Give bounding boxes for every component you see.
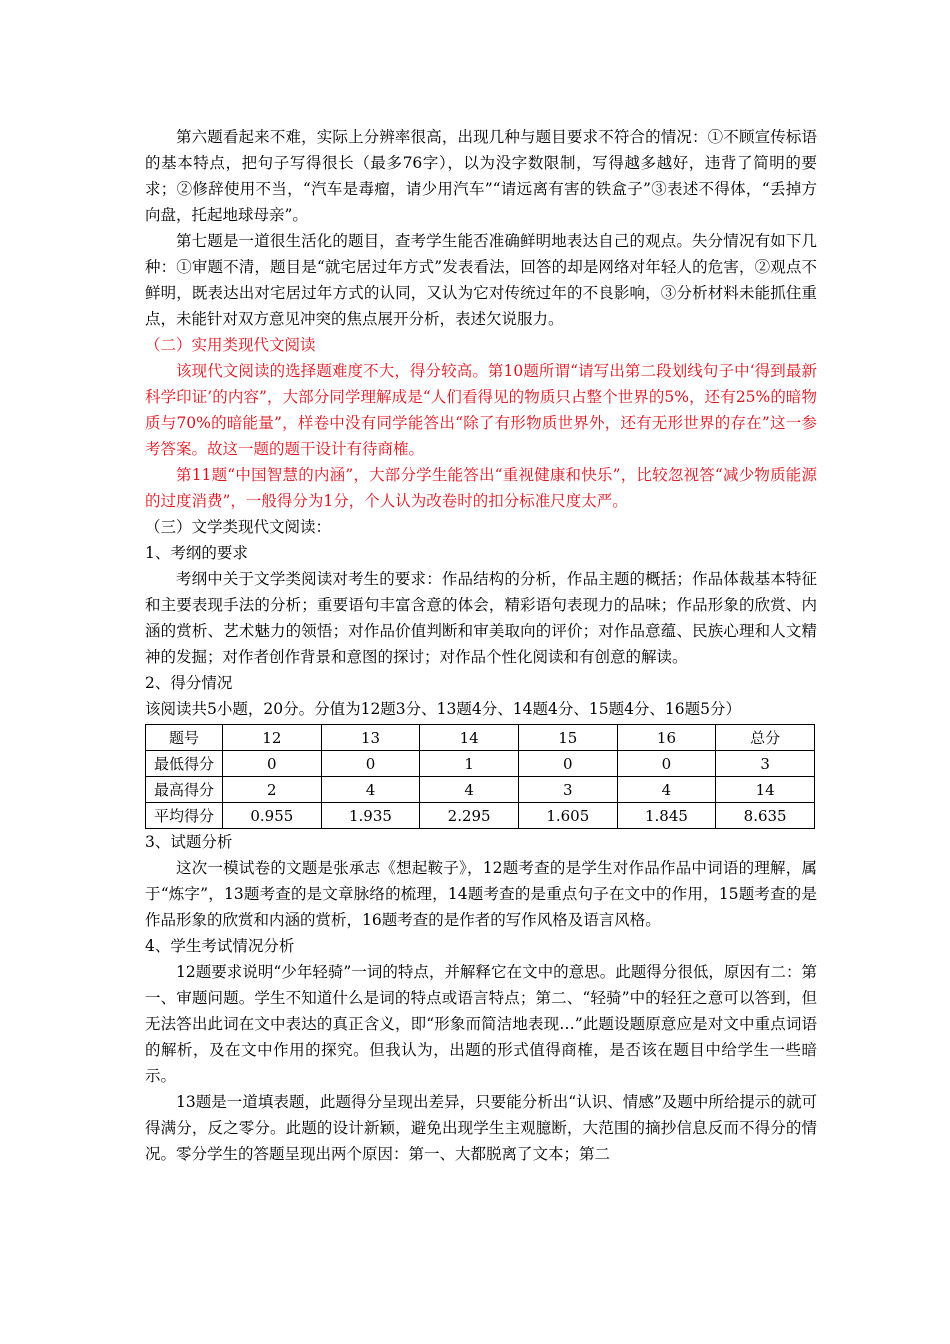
paragraph-question-10: 该现代文阅读的选择题难度不大，得分较高。第10题所谓“请写出第二段划线句子中‘得到最新科学印证’的内容”，大部分同学理解成是“人们看得见的物质只占整个世界的5%，还有25%的暗物质与70%的暗能量”，样卷中没有同学能答出“除了有形物质世界外，还有无形世界的存在”这一参考答案。故这一题的题干设计有待商榷。 — [145, 362, 817, 458]
table-cell: 14 — [716, 777, 815, 803]
subheading-scores: 2、得分情况 — [145, 674, 233, 692]
table-cell: 3 — [518, 777, 617, 803]
table-cell: 最高得分 — [146, 777, 223, 803]
table-header-cell: 13 — [321, 725, 420, 751]
heading-practical-reading: （二）实用类现代文阅读 — [145, 336, 316, 354]
heading-literary-reading: （三）文学类现代文阅读： — [145, 518, 332, 536]
table-header-row — [146, 725, 815, 751]
table-header-cell: 题号 — [146, 725, 223, 751]
table-cell: 1.845 — [617, 803, 716, 829]
table-cell: 1 — [420, 751, 519, 777]
table-cell: 3 — [716, 751, 815, 777]
table-header-cell: 14 — [420, 725, 519, 751]
table-row — [146, 751, 815, 777]
table-header-cell: 15 — [518, 725, 617, 751]
table-header-cell: 总分 — [716, 725, 815, 751]
score-table — [145, 724, 815, 829]
paragraph-question-analysis: 这次一模试卷的文题是张承志《想起鞍子》，12题考查的是学生对作品作品中词语的理解，属于“炼字”，13题考查的是文章脉络的梳理，14题考查的是重点句子在文中的作用，15题考查的是作品形象的欣赏和内涵的赏析，16题考查的是作者的写作风格及语言风格。 — [145, 859, 817, 929]
paragraph-question-12: 12题要求说明“少年轻骑”一词的特点，并解释它在文中的意思。此题得分很低，原因有二：第一、审题问题。学生不知道什么是词的特点或语言特点；第二、“轻骑”中的轻狂之意可以答到，但无法答出此词在文中表达的真正含义，即“形象而简洁地表现…”此题设题原意应是对文中重点词语的解析，及在文中作用的探究。但我认为，出题的形式值得商榷，是否该在题目中给学生一些暗示。 — [145, 963, 817, 1085]
paragraph-syllabus: 考纲中关于文学类阅读对考生的要求：作品结构的分析，作品主题的概括；作品体裁基本特征和主要表现手法的分析；重要语句丰富含意的体会，精彩语句表现力的品味；作品形象的欣赏、内涵的赏析、艺术魅力的领悟；对作品价值判断和审美取向的评价；对作品意蕴、民族心理和人文精神的发掘；对作者创作背景和意图的探讨；对作品个性化阅读和有创意的解读。 — [145, 570, 817, 666]
table-cell: 1.605 — [518, 803, 617, 829]
table-header-cell: 16 — [617, 725, 716, 751]
table-cell: 0 — [617, 751, 716, 777]
table-row — [146, 777, 815, 803]
table-cell: 4 — [420, 777, 519, 803]
table-cell: 2 — [223, 777, 322, 803]
table-cell: 平均得分 — [146, 803, 223, 829]
paragraph-scores: 该阅读共5小题，20分。分值为12题3分、13题4分、14题4分、15题4分、16题5分） — [145, 700, 742, 718]
table-cell: 1.935 — [321, 803, 420, 829]
subheading-syllabus: 1、考纲的要求 — [145, 544, 248, 562]
subheading-question-analysis: 3、试题分析 — [145, 833, 233, 851]
table-cell: 8.635 — [716, 803, 815, 829]
document-page — [145, 124, 817, 1167]
paragraph-question-7: 第七题是一道很生活化的题目，查考学生能否准确鲜明地表达自己的观点。失分情况有如下几种：①审题不清，题目是“就宅居过年方式”发表看法，回答的却是网络对年轻人的危害，②观点不鲜明，既表达出对宅居过年方式的认同，又认为它对传统过年的不良影响，③分析材料未能抓住重点，未能针对双方意见冲突的焦点展开分析，表述欠说服力。 — [145, 232, 817, 328]
table-row — [146, 803, 815, 829]
table-cell: 2.295 — [420, 803, 519, 829]
paragraph-question-11: 第11题“中国智慧的内涵”，大部分学生能答出“重视健康和快乐”，比较忽视答“减少物质能源的过度消费”，一般得分为1分，个人认为改卷时的扣分标准尺度太严。 — [145, 466, 817, 510]
table-cell: 0 — [518, 751, 617, 777]
table-cell: 最低得分 — [146, 751, 223, 777]
table-cell: 0.955 — [223, 803, 322, 829]
table-cell: 4 — [617, 777, 716, 803]
table-cell: 0 — [321, 751, 420, 777]
table-header-cell: 12 — [223, 725, 322, 751]
table-cell: 0 — [223, 751, 322, 777]
table-cell: 4 — [321, 777, 420, 803]
paragraph-question-13: 13题是一道填表题，此题得分呈现出差异，只要能分析出“认识、情感”及题中所给提示的就可得满分，反之零分。此题的设计新颖，避免出现学生主观臆断，大范围的摘抄信息反而不得分的情况。零分学生的答题呈现出两个原因：第一、大都脱离了文本；第二 — [145, 1093, 817, 1163]
paragraph-question-6: 第六题看起来不难，实际上分辨率很高，出现几种与题目要求不符合的情况：①不顾宣传标语的基本特点，把句子写得很长（最多76字），以为没字数限制，写得越多越好，违背了简明的要求；②修辞使用不当，“汽车是毒瘤，请少用汽车”“请远离有害的铁盒子”③表述不得体，“丢掉方向盘，托起地球母亲”。 — [145, 128, 817, 224]
subheading-student-analysis: 4、学生考试情况分析 — [145, 937, 295, 955]
